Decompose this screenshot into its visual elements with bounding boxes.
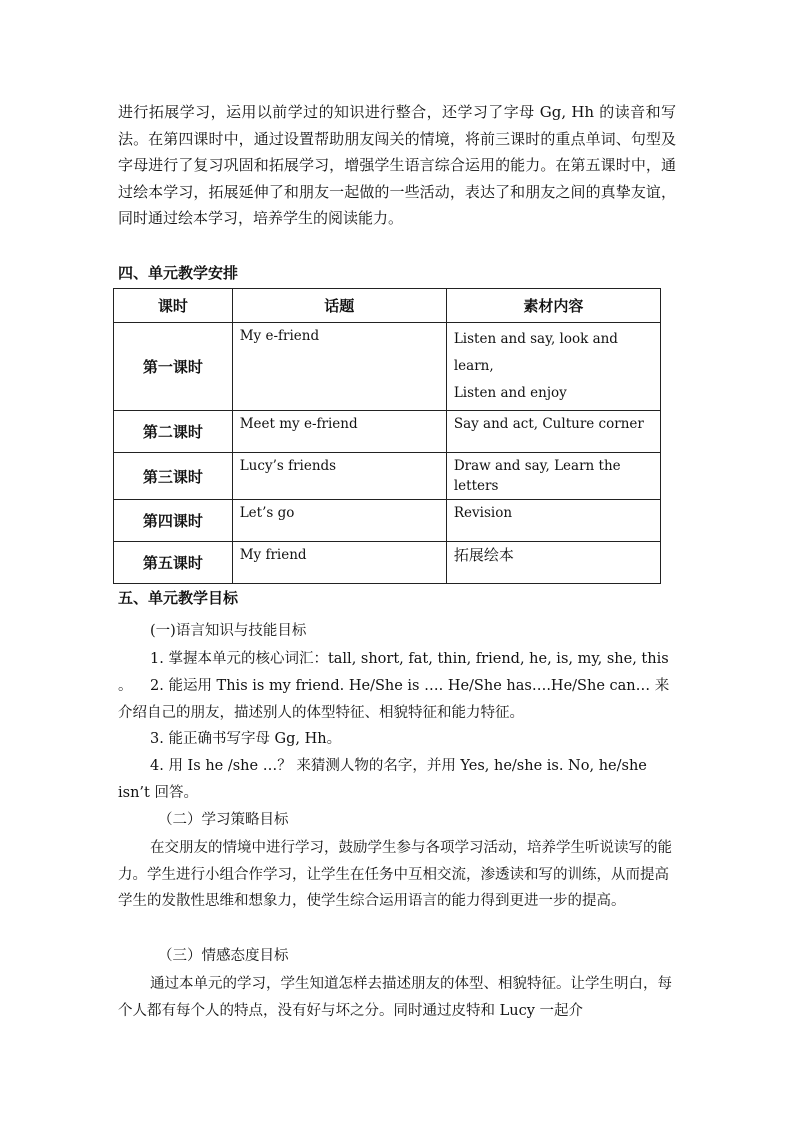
lesson-cell: 第四课时 [114, 500, 233, 542]
lesson-cell: 第二课时 [114, 411, 233, 453]
topic-cell: Lucy’s friends [232, 453, 446, 500]
topic-cell: Meet my e-friend [232, 411, 446, 453]
lesson-cell: 第一课时 [114, 323, 233, 411]
lesson-cell: 第三课时 [114, 453, 233, 500]
subsection-2-heading: （二）学习策略目标 [158, 812, 289, 828]
intro-paragraph: 进行拓展学习，运用以前学过的知识进行整合，还学习了字母 Gg, Hh 的读音和写法。在第四课时中，通过设置帮助朋友闯关的情境，将前三课时的重点单词、句型及字母进行了复习巩固和拓展学习，增强学生语言综合运用的能力。在第五课时中，通过绘本学习，拓展延伸了和朋友一起做的一些活动，表达了和朋友之间的真挚友谊，同时通过绘本学习，培养学生的阅读能力。 [118, 103, 676, 227]
strategy-paragraph: 在交朋友的情境中进行学习，鼓励学生参与各项学习活动，培养学生听说读写的能力。学生进行小组合作学习，让学生在任务中互相交流，渗透读和写的训练，从而提高学生的发散性思维和想象力，使学生综合运用语言的能力得到更进一步的提高。 [118, 840, 672, 909]
table-header-row [114, 289, 661, 323]
section-4-heading: 四、单元教学安排 [118, 264, 239, 282]
material-cell: Say and act, Culture corner [446, 411, 660, 453]
material-line: Listen and say, look and learn, [453, 331, 618, 374]
table-row [114, 453, 661, 500]
attitude-paragraph: 通过本单元的学习，学生知道怎样去描述朋友的体型、相貌特征。让学生明白，每个人都有每个人的特点，没有好与坏之分。同时通过皮特和 Lucy 一起介 [118, 976, 672, 1019]
subsection-3-heading: （三）情感态度目标 [158, 948, 289, 964]
header-lesson: 课时 [114, 289, 233, 323]
table-row [114, 411, 661, 453]
subsection-1-heading: (一)语言知识与技能目标 [150, 623, 307, 639]
table-row [114, 542, 661, 584]
material-cell: Draw and say, Learn the letters [446, 453, 660, 500]
table-row [114, 500, 661, 542]
objective-item-1: 1. 掌握本单元的核心词汇：tall, short, fat, thin, friend, he, is, my, she, this 。 [118, 651, 669, 694]
objective-item-4: 4. 用 Is he /she …？ 来猜测人物的名字，并用 Yes, he/she is. No, he/she isn’t 回答。 [118, 758, 647, 801]
material-cell: 拓展绘本 [446, 542, 660, 584]
objective-item-3: 3. 能正确书写字母 Gg, Hh。 [150, 731, 342, 747]
material-cell [446, 323, 660, 411]
header-material: 素材内容 [446, 289, 660, 323]
section-5-heading: 五、单元教学目标 [118, 589, 239, 607]
material-cell: Revision [446, 500, 660, 542]
lesson-cell: 第五课时 [114, 542, 233, 584]
topic-cell: Let’s go [232, 500, 446, 542]
material-line: Listen and enjoy [453, 385, 567, 401]
header-topic: 话题 [232, 289, 446, 323]
topic-cell: My e-friend [232, 323, 446, 411]
table-row [114, 323, 661, 411]
objective-item-2: 2. 能运用 This is my friend. He/She is …. He/She has….He/She can… 来介绍自己的朋友，描述别人的体型特征、相貌特征和能力特征。 [118, 678, 670, 721]
teaching-plan-table [113, 288, 661, 584]
topic-cell: My friend [232, 542, 446, 584]
